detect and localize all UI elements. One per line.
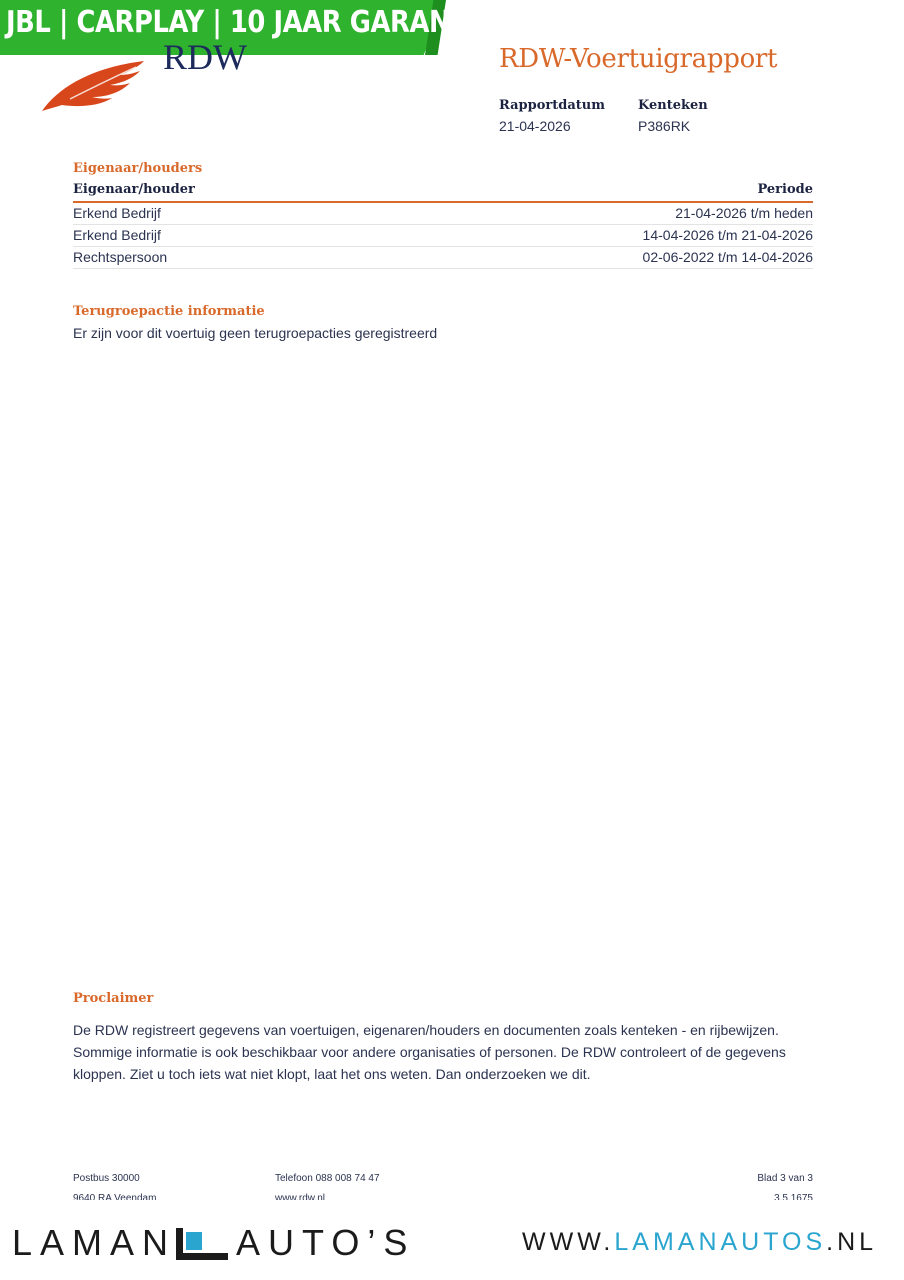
laman-name-left: LAMAN — [12, 1222, 177, 1263]
laman-autos-logo — [12, 1222, 415, 1264]
period-cell: 02-06-2022 t/m 14-04-2026 — [642, 249, 813, 265]
report-date-value: 21-04-2026 — [499, 118, 571, 134]
laman-website[interactable] — [522, 1228, 877, 1257]
owners-table — [73, 181, 813, 269]
period-cell: 14-04-2026 t/m 21-04-2026 — [642, 227, 813, 243]
owner-cell: Rechtspersoon — [73, 249, 168, 265]
table-row — [73, 225, 813, 247]
laman-mark-icon — [176, 1227, 228, 1259]
promo-banner-text: JBL | CARPLAY | 10 JAAR GARANTIE — [6, 5, 494, 40]
proclaimer-text: De RDW registreert gegevens van voertuigen, eigenaren/houders en documenten zoals kenteken - en rijbewijzen. Sommige informatie is ook beschikbaar voor andere organisaties of personen. De RDW controleert of de gegevens kloppen. Ziet u toch iets wat niet klopt, laat het ons weten. Dan onderzoeken we dit. — [73, 1022, 786, 1082]
report-title: RDW-Voertuigrapport — [499, 44, 778, 74]
url-suffix: .NL — [826, 1228, 878, 1256]
period-column-header: Periode — [757, 182, 813, 197]
period-cell: 21-04-2026 t/m heden — [675, 205, 813, 221]
url-accent: LAMANAUTOS — [614, 1228, 827, 1256]
recall-section-title: Terugroepactie informatie — [73, 304, 265, 319]
rdw-logo-text: RDW — [163, 38, 247, 72]
owners-section-title: Eigenaar/houders — [73, 161, 203, 176]
plate-label: Kenteken — [638, 98, 708, 113]
footer-telefoon: Telefoon 088 008 74 47 — [275, 1173, 380, 1184]
laman-name-right: AUTO’S — [236, 1222, 416, 1263]
footer-website: www.rdw.nl — [275, 1193, 326, 1200]
rdw-flame-logo-icon — [40, 55, 150, 115]
owner-cell: Erkend Bedrijf — [73, 227, 161, 243]
footer-page-number: Blad 3 van 3 — [757, 1173, 813, 1184]
url-prefix: WWW. — [522, 1228, 615, 1256]
table-row — [73, 247, 813, 269]
footer-postbus: Postbus 30000 — [73, 1173, 140, 1184]
table-row — [73, 203, 813, 225]
report-date-label: Rapportdatum — [499, 98, 605, 113]
footer-code: 3.5.1675 — [774, 1193, 813, 1200]
owner-cell: Erkend Bedrijf — [73, 205, 161, 221]
footer-address: 9640 RA Veendam — [73, 1193, 157, 1200]
owners-table-header — [73, 181, 813, 203]
plate-value: P386RK — [638, 118, 691, 134]
recall-text: Er zijn voor dit voertuig geen terugroepacties geregistreerd — [73, 325, 438, 341]
proclaimer-section-title: Proclaimer — [73, 991, 154, 1006]
owner-column-header: Eigenaar/houder — [73, 182, 195, 197]
